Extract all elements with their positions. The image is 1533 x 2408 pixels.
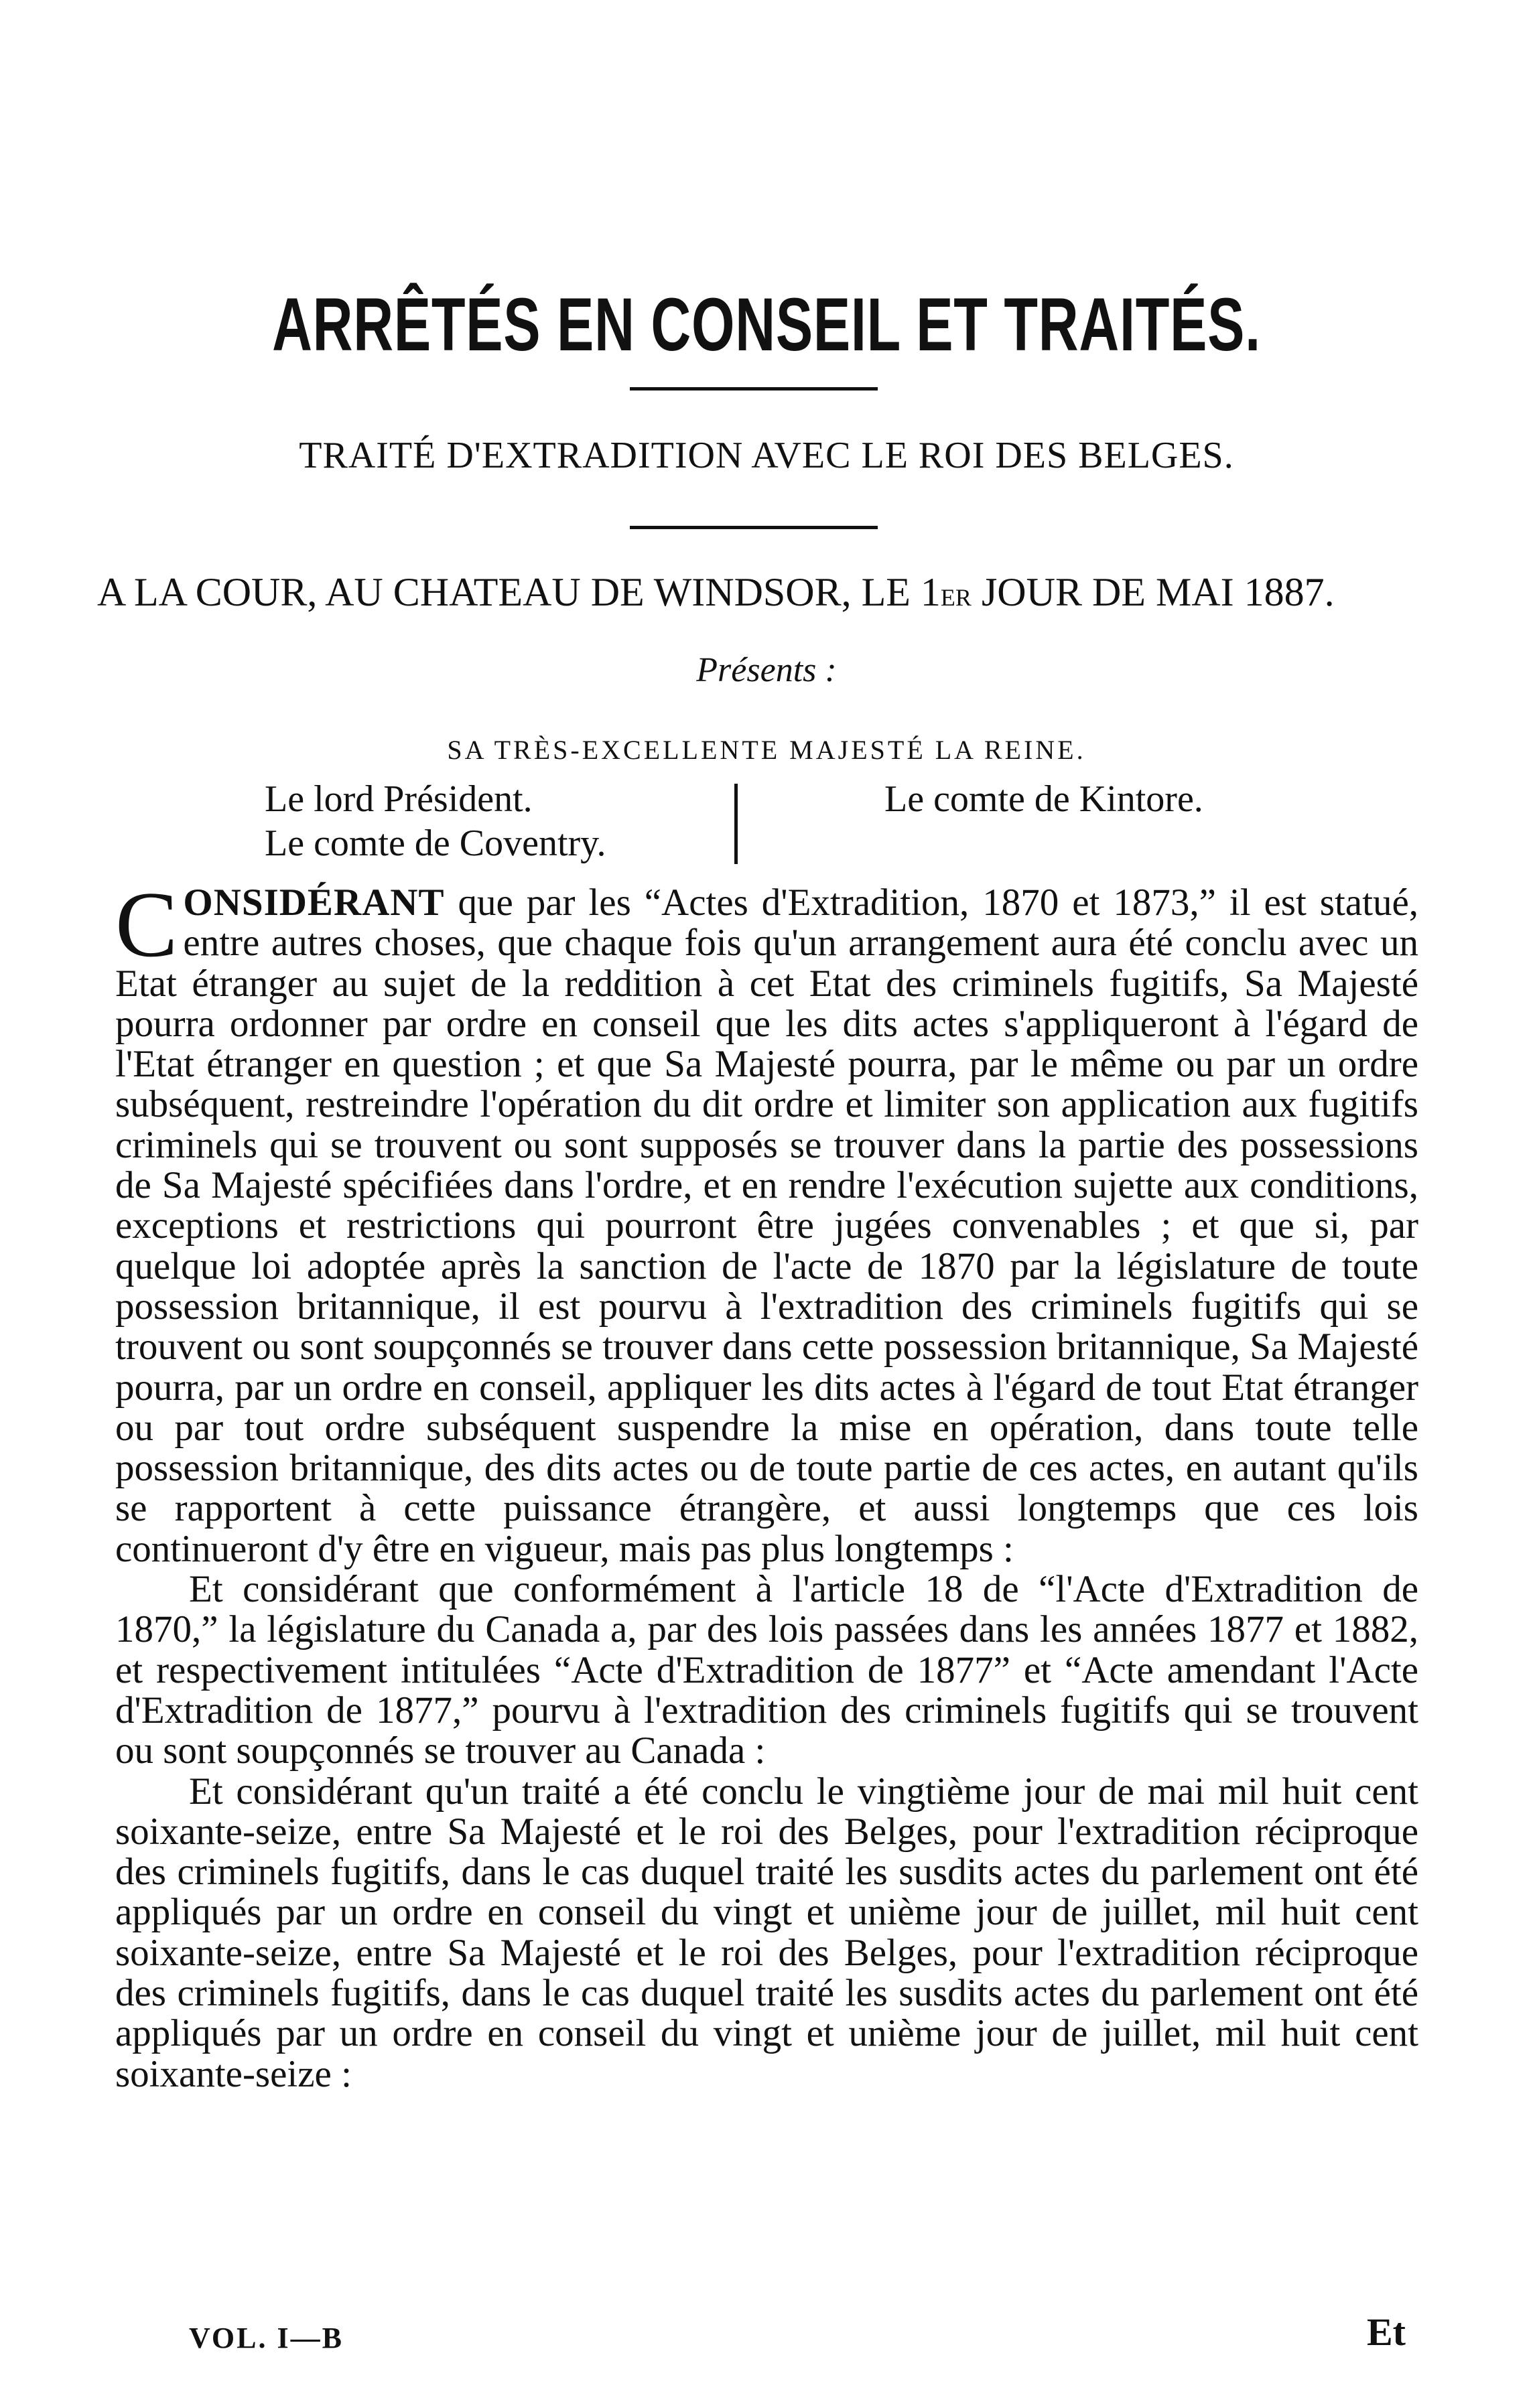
drop-cap: C [115, 873, 178, 977]
attendee-name: Le lord Président. [265, 778, 533, 820]
paragraph-1-text: que par les “Actes d'Extradition, 1870 et 1873,” il est statué, entre autres choses, que chaque fois qu'un arrangement aura été conclu avec un Etat étranger au sujet de la reddition à cet Etat des criminels fugitifs, Sa Majesté pourra ordonner par ordre en conseil que les dits actes s'appliqueront à l'égard de l'Etat étranger en question ; et que Sa Majesté pourra, par le même ou par un ordre subséquent, restreindre l'opération du dit ordre et limiter son application aux fugitifs criminels qui se trouvent ou sont supposés se trouver dans la partie des possessions de Sa Majesté spécifiées dans l'ordre, et en rendre l'exécution sujette aux conditions, exceptions et restrictions qui pourront être jugées convenables ; et que si, par quelque loi adoptée après la sanction de l'acte de 1870 par la législature de toute possession britannique, il est pourvu à l'extradition des criminels fugitifs qui se trouvent ou sont soupçonnés se trouver dans cette possession britannique, Sa Majesté pourra, par un ordre en conseil, appliquer les dits actes à l'égard de tout Etat étranger ou par tout ordre subséquent suspendre la mise en opération, dans toute telle possession britannique, des dits actes ou de toute partie de ces actes, en autant qu'ils se rapportent à cette puissance étrangère, et aussi longtemps que ces lois continueront d'y être en vigueur, mais pas plus longtemps : [115, 881, 1418, 1570]
court-line-superscript: ER [940, 584, 972, 611]
court-line-start: A LA COUR, AU CHATEAU DE WINDSOR, LE 1 [97, 570, 941, 614]
body-text [115, 873, 1418, 2095]
attendee-name: Le comte de Coventry. [265, 823, 606, 864]
attendee-name: Le comte de Kintore. [884, 778, 1203, 820]
page-title: ARRÊTÉS EN CONSEIL ET TRAITÉS. [272, 283, 1261, 366]
paragraph-1 [115, 873, 1418, 1570]
paragraph-3: Et considérant qu'un traité a été conclu le vingtième jour de mai mil huit cent soixante-seize, entre Sa Majesté et le roi des Belges, pour l'extradition réciproque des criminels fugitifs, dans le cas duquel traité les susdits actes du parlement ont été appliqués par un ordre en conseil du vingt et unième jour de juillet, mil huit cent soixante-seize, entre Sa Majesté et le roi des Belges, pour l'extradition réciproque des criminels fugitifs, dans le cas duquel traité les susdits actes du parlement ont été appliqués par un ordre en conseil du vingt et unième jour de juillet, mil huit cent soixante-seize : [115, 1770, 1418, 2095]
attendees-divider [734, 784, 738, 864]
catchword: Et [1367, 2310, 1406, 2354]
court-line-end: JOUR DE MAI 1887. [971, 570, 1335, 614]
subtitle-rule [630, 526, 878, 529]
lead-word: ONSIDÉRANT [183, 881, 445, 924]
paragraph-2: Et considérant que conformément à l'article 18 de “l'Acte d'Extradition de 1870,” la législature du Canada a, par des lois passées dans les années 1877 et 1882, et respectivement intitulées “Acte d'Extradition de 1877” et “Acte amendant l'Acte d'Extradition de 1877,” pourvu à l'extradition des criminels fugitifs qui se trouvent ou sont soupçonnés se trouver au Canada : [115, 1568, 1418, 1772]
attendees-right-column [884, 777, 1203, 821]
majesty-line: SA TRÈS-EXCELLENTE MAJESTÉ LA REINE. [447, 735, 1086, 765]
signature-mark: VOL. I—B [189, 2322, 344, 2354]
attendees-left-column [265, 777, 606, 865]
title-rule [630, 387, 878, 391]
court-date-line [97, 564, 1437, 626]
treaty-subtitle: TRAITÉ D'EXTRADITION AVEC LE ROI DES BELGES. [299, 435, 1234, 476]
presents-label: Présents : [696, 651, 837, 689]
